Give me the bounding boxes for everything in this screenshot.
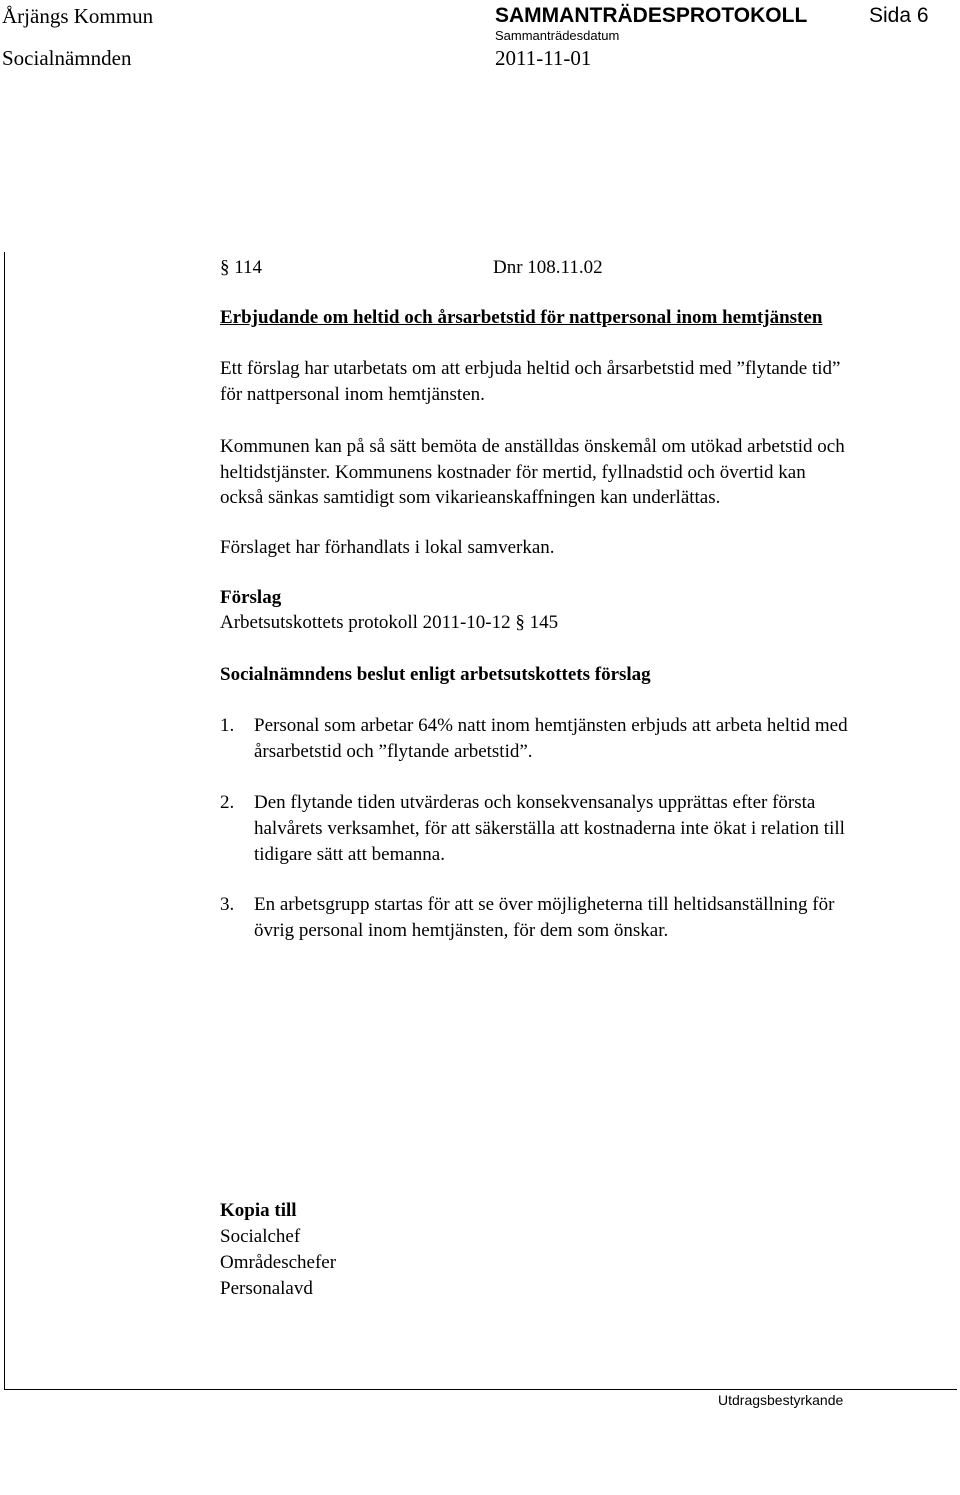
page-number: Sida 6	[869, 4, 929, 27]
board-name: Socialnämnden	[2, 46, 132, 70]
decision-2-line-3: tidigare sätt att bemanna.	[254, 844, 445, 865]
section-title: Erbjudande om heltid och årsarbetstid för nattpersonal inom hemtjänsten	[220, 307, 823, 328]
decision-3-line-2: övrig personal inom hemtjänsten, för dem som önskar.	[254, 920, 669, 941]
paragraph-2-line-3: också sänkas samtidigt som vikarieanskaffningen kan underlättas.	[220, 487, 721, 508]
proposal-heading: Förslag	[220, 587, 282, 608]
meeting-date: 2011-11-01	[495, 46, 592, 70]
document-type: SAMMANTRÄDESPROTOKOLL	[495, 4, 808, 27]
certification-label: Utdragsbestyrkande	[718, 1392, 844, 1408]
decision-1-line-2: årsarbetstid och ”flytande arbetstid”.	[254, 741, 533, 762]
copy-to-recipient: Socialchef	[220, 1226, 301, 1247]
paragraph-3: Förslaget har förhandlats i lokal samverkan.	[220, 537, 555, 558]
decision-2-number: 2.	[220, 792, 235, 813]
organization-name: Årjängs Kommun	[2, 4, 154, 28]
copy-to-recipient: Personalavd	[220, 1278, 313, 1299]
paragraph-2-line-2: heltidstjänster. Kommunens kostnader för mertid, fyllnadstid och övertid kan	[220, 462, 806, 483]
copy-to-recipient: Områdeschefer	[220, 1252, 337, 1273]
paragraph-1-line-1: Ett förslag har utarbetats om att erbjuda heltid och årsarbetstid med ”flytande tid”	[220, 358, 841, 379]
section-number: § 114	[220, 257, 263, 278]
meeting-date-label: Sammanträdesdatum	[495, 28, 620, 43]
paragraph-1-line-2: för nattpersonal inom hemtjänsten.	[220, 384, 485, 405]
left-margin-line	[4, 252, 5, 1389]
decision-2-line-2: halvårets verksamhet, för att säkerställa att kostnaderna inte ökat i relation till	[254, 818, 845, 839]
decision-heading: Socialnämndens beslut enligt arbetsutskottets förslag	[220, 664, 651, 685]
bottom-margin-line	[4, 1389, 957, 1390]
decision-2-line-1: Den flytande tiden utvärderas och konsekvensanalys upprättas efter första	[254, 792, 816, 813]
decision-1-line-1: Personal som arbetar 64% natt inom hemtjänsten erbjuds att arbeta heltid med	[254, 715, 848, 736]
copy-to-heading: Kopia till	[220, 1200, 297, 1221]
decision-3-line-1: En arbetsgrupp startas för att se över möjligheterna till heltidsanställning för	[254, 894, 835, 915]
decision-3-number: 3.	[220, 894, 235, 915]
proposal-text: Arbetsutskottets protokoll 2011-10-12 § 145	[220, 612, 559, 633]
decision-1-number: 1.	[220, 715, 235, 736]
dnr: Dnr 108.11.02	[493, 257, 603, 278]
paragraph-2-line-1: Kommunen kan på så sätt bemöta de anställdas önskemål om utökad arbetstid och	[220, 436, 845, 457]
